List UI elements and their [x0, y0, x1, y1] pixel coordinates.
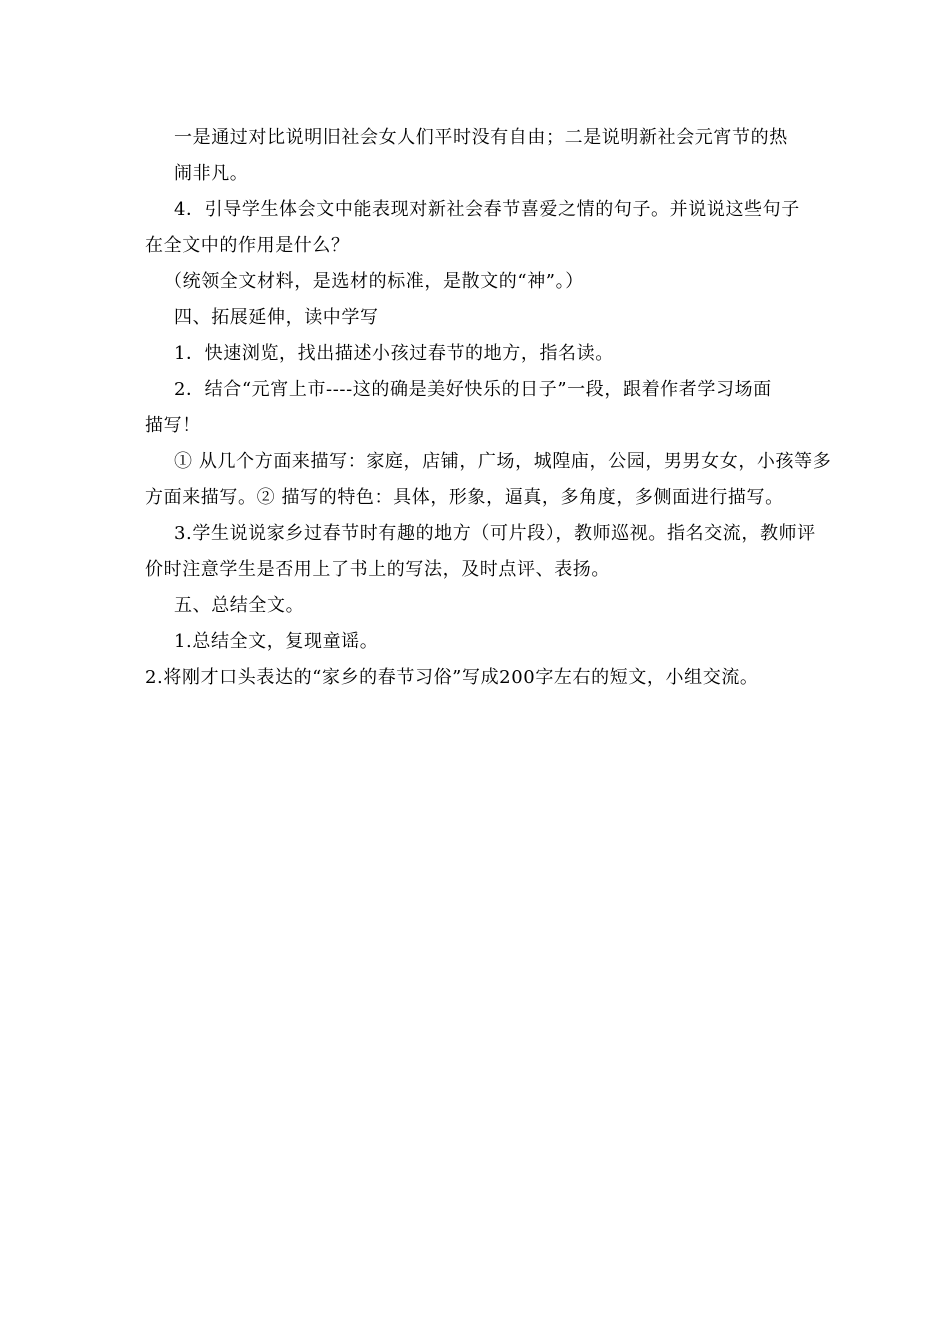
section-heading: 四、拓展延伸，读中学写	[174, 307, 379, 328]
section-heading: 五、总结全文。	[174, 595, 305, 616]
paragraph-line: 在全文中的作用是什么？	[145, 235, 350, 256]
paragraph-line: 2.将刚才口头表达的“家乡的春节习俗”写成200字左右的短文，小组交流。	[145, 667, 759, 688]
paragraph-line: （统领全文材料，是选材的标准，是散文的“神”。）	[164, 271, 584, 292]
paragraph-line: 描写！	[145, 415, 201, 436]
paragraph-line: ① 从几个方面来描写：家庭，店铺，广场，城隍庙，公园，男男女女，小孩等多	[174, 451, 832, 472]
paragraph-line: 2．结合“元宵上市----这的确是美好快乐的日子”一段，跟着作者学习场面	[174, 379, 772, 400]
paragraph-line: 4．引导学生体会文中能表现对新社会春节喜爱之情的句子。并说说这些句子	[174, 199, 800, 220]
paragraph-line: 方面来描写。② 描写的特色：具体，形象，逼真，多角度，多侧面进行描写。	[145, 487, 784, 508]
paragraph-line: 3.学生说说家乡过春节时有趣的地方（可片段），教师巡视。指名交流，教师评	[174, 523, 816, 544]
paragraph-line: 1．快速浏览，找出描述小孩过春节的地方，指名读。	[174, 343, 614, 364]
paragraph-line: 一是通过对比说明旧社会女人们平时没有自由；二是说明新社会元宵节的热	[174, 127, 788, 148]
paragraph-line: 1.总结全文，复现童谣。	[174, 631, 379, 652]
paragraph-line: 闹非凡。	[174, 163, 249, 184]
paragraph-line: 价时注意学生是否用上了书上的写法，及时点评、表扬。	[145, 559, 610, 580]
